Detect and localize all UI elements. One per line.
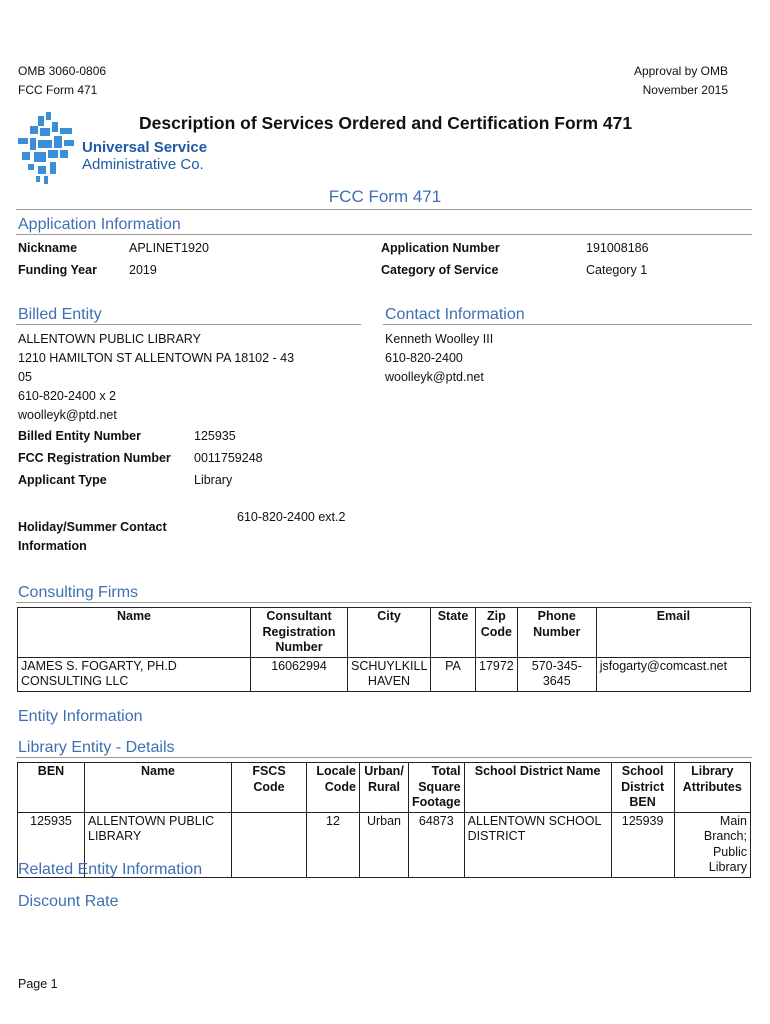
approval-date: November 2015: [642, 83, 728, 97]
billed-entity-heading: Billed Entity: [18, 306, 102, 323]
table-header-row: [18, 608, 751, 658]
col-square-footage: Total Square Footage: [409, 763, 465, 813]
cell-registration: 16062994: [251, 657, 348, 691]
cell-urban-rural: Urban: [360, 812, 409, 877]
funding-year-value: 2019: [129, 263, 157, 277]
cell-phone: 570-345-3645: [517, 657, 596, 691]
consulting-heading: Consulting Firms: [18, 584, 139, 601]
cell-zip: 17972: [476, 657, 518, 691]
discount-rate-heading: Discount Rate: [18, 893, 119, 910]
col-ben: BEN: [18, 763, 85, 813]
col-locale: Locale Code: [307, 763, 360, 813]
omb-number: OMB 3060-0806: [18, 64, 107, 78]
funding-year-label: Funding Year: [18, 263, 97, 277]
col-name: Name: [85, 763, 232, 813]
holiday-label-line1: Holiday/Summer Contact: [18, 520, 167, 534]
contact-phone: 610-820-2400: [385, 351, 463, 365]
cell-city: SCHUYLKILL HAVEN: [348, 657, 431, 691]
logo-line1: Universal Service: [82, 139, 208, 156]
application-number-value: 191008186: [586, 241, 649, 255]
col-registration: Consultant Registration Number: [251, 608, 348, 658]
billed-phone: 610-820-2400 x 2: [18, 389, 116, 403]
cell-name: ALLENTOWN PUBLIC LIBRARY: [85, 812, 232, 877]
col-zip: Zip Code: [476, 608, 518, 658]
holiday-label-line2: Information: [18, 539, 87, 553]
holiday-contact-label: [18, 518, 167, 556]
divider: [16, 324, 361, 325]
cell-state: PA: [431, 657, 476, 691]
contact-email: woolleyk@ptd.net: [385, 370, 484, 384]
approval-text: Approval by OMB: [633, 64, 728, 78]
col-library-attributes: Library Attributes: [674, 763, 750, 813]
usac-logo-icon: [16, 112, 86, 184]
divider: [16, 602, 752, 603]
billed-entity-address: [18, 330, 294, 425]
cell-school-district: ALLENTOWN SCHOOL DISTRICT: [464, 812, 611, 877]
cell-fscs: [232, 812, 307, 877]
col-city: City: [348, 608, 431, 658]
cell-ben: 125935: [18, 812, 85, 877]
col-phone: Phone Number: [517, 608, 596, 658]
cell-email: jsfogarty@comcast.net: [596, 657, 750, 691]
logo-line2: Administrative Co.: [82, 156, 204, 173]
billed-address-line2: 05: [18, 370, 32, 384]
cell-square-footage: 64873: [409, 812, 465, 877]
divider: [16, 234, 752, 235]
page-number: Page 1: [18, 977, 58, 991]
applicant-type-value: Library: [194, 473, 233, 487]
consulting-table: [17, 607, 751, 692]
fcc-registration-label: FCC Registration Number: [18, 451, 171, 465]
cell-name: JAMES S. FOGARTY, PH.D CONSULTING LLC: [18, 657, 251, 691]
col-name: Name: [18, 608, 251, 658]
related-entity-heading: Related Entity Information: [18, 861, 203, 878]
table-row: [18, 657, 751, 691]
divider: [383, 324, 752, 325]
cell-library-attributes: Main Branch; Public Library: [674, 812, 750, 877]
library-entity-heading: Library Entity - Details: [18, 739, 175, 756]
billed-entity-name: ALLENTOWN PUBLIC LIBRARY: [18, 332, 201, 346]
form-number: FCC Form 471: [18, 83, 98, 97]
billed-entity-number-label: Billed Entity Number: [18, 429, 141, 443]
col-fscs: FSCS Code: [232, 763, 307, 813]
nickname-value: APLINET1920: [129, 241, 209, 255]
col-school-district-ben: School District BEN: [611, 763, 674, 813]
cell-locale: 12: [307, 812, 360, 877]
application-heading: Application Information: [18, 216, 181, 233]
form-title: FCC Form 471: [328, 187, 442, 206]
divider: [16, 757, 752, 758]
table-header-row: [18, 763, 751, 813]
application-number-label: Application Number: [381, 241, 500, 255]
fcc-registration-value: 0011759248: [194, 451, 263, 465]
col-state: State: [431, 608, 476, 658]
divider: [16, 209, 752, 210]
col-school-district: School District Name: [464, 763, 611, 813]
nickname-label: Nickname: [18, 241, 78, 255]
contact-heading: Contact Information: [385, 306, 525, 323]
col-urban-rural: Urban/ Rural: [360, 763, 409, 813]
category-label: Category of Service: [381, 263, 499, 277]
billed-email: woolleyk@ptd.net: [18, 408, 117, 422]
contact-name: Kenneth Woolley III: [385, 332, 494, 346]
document-title: Description of Services Ordered and Certification Form 471: [139, 113, 633, 133]
col-email: Email: [596, 608, 750, 658]
cell-school-district-ben: 125939: [611, 812, 674, 877]
category-value: Category 1: [586, 263, 648, 277]
omb-header-left: [18, 62, 106, 100]
contact-block: [385, 330, 493, 387]
entity-heading: Entity Information: [18, 708, 143, 725]
omb-header-right: [634, 62, 728, 100]
billed-address-line1: 1210 HAMILTON ST ALLENTOWN PA 18102 - 43: [18, 351, 295, 365]
holiday-contact-value: 610-820-2400 ext.2: [237, 510, 346, 524]
applicant-type-label: Applicant Type: [18, 473, 107, 487]
billed-entity-number-value: 125935: [194, 429, 236, 443]
